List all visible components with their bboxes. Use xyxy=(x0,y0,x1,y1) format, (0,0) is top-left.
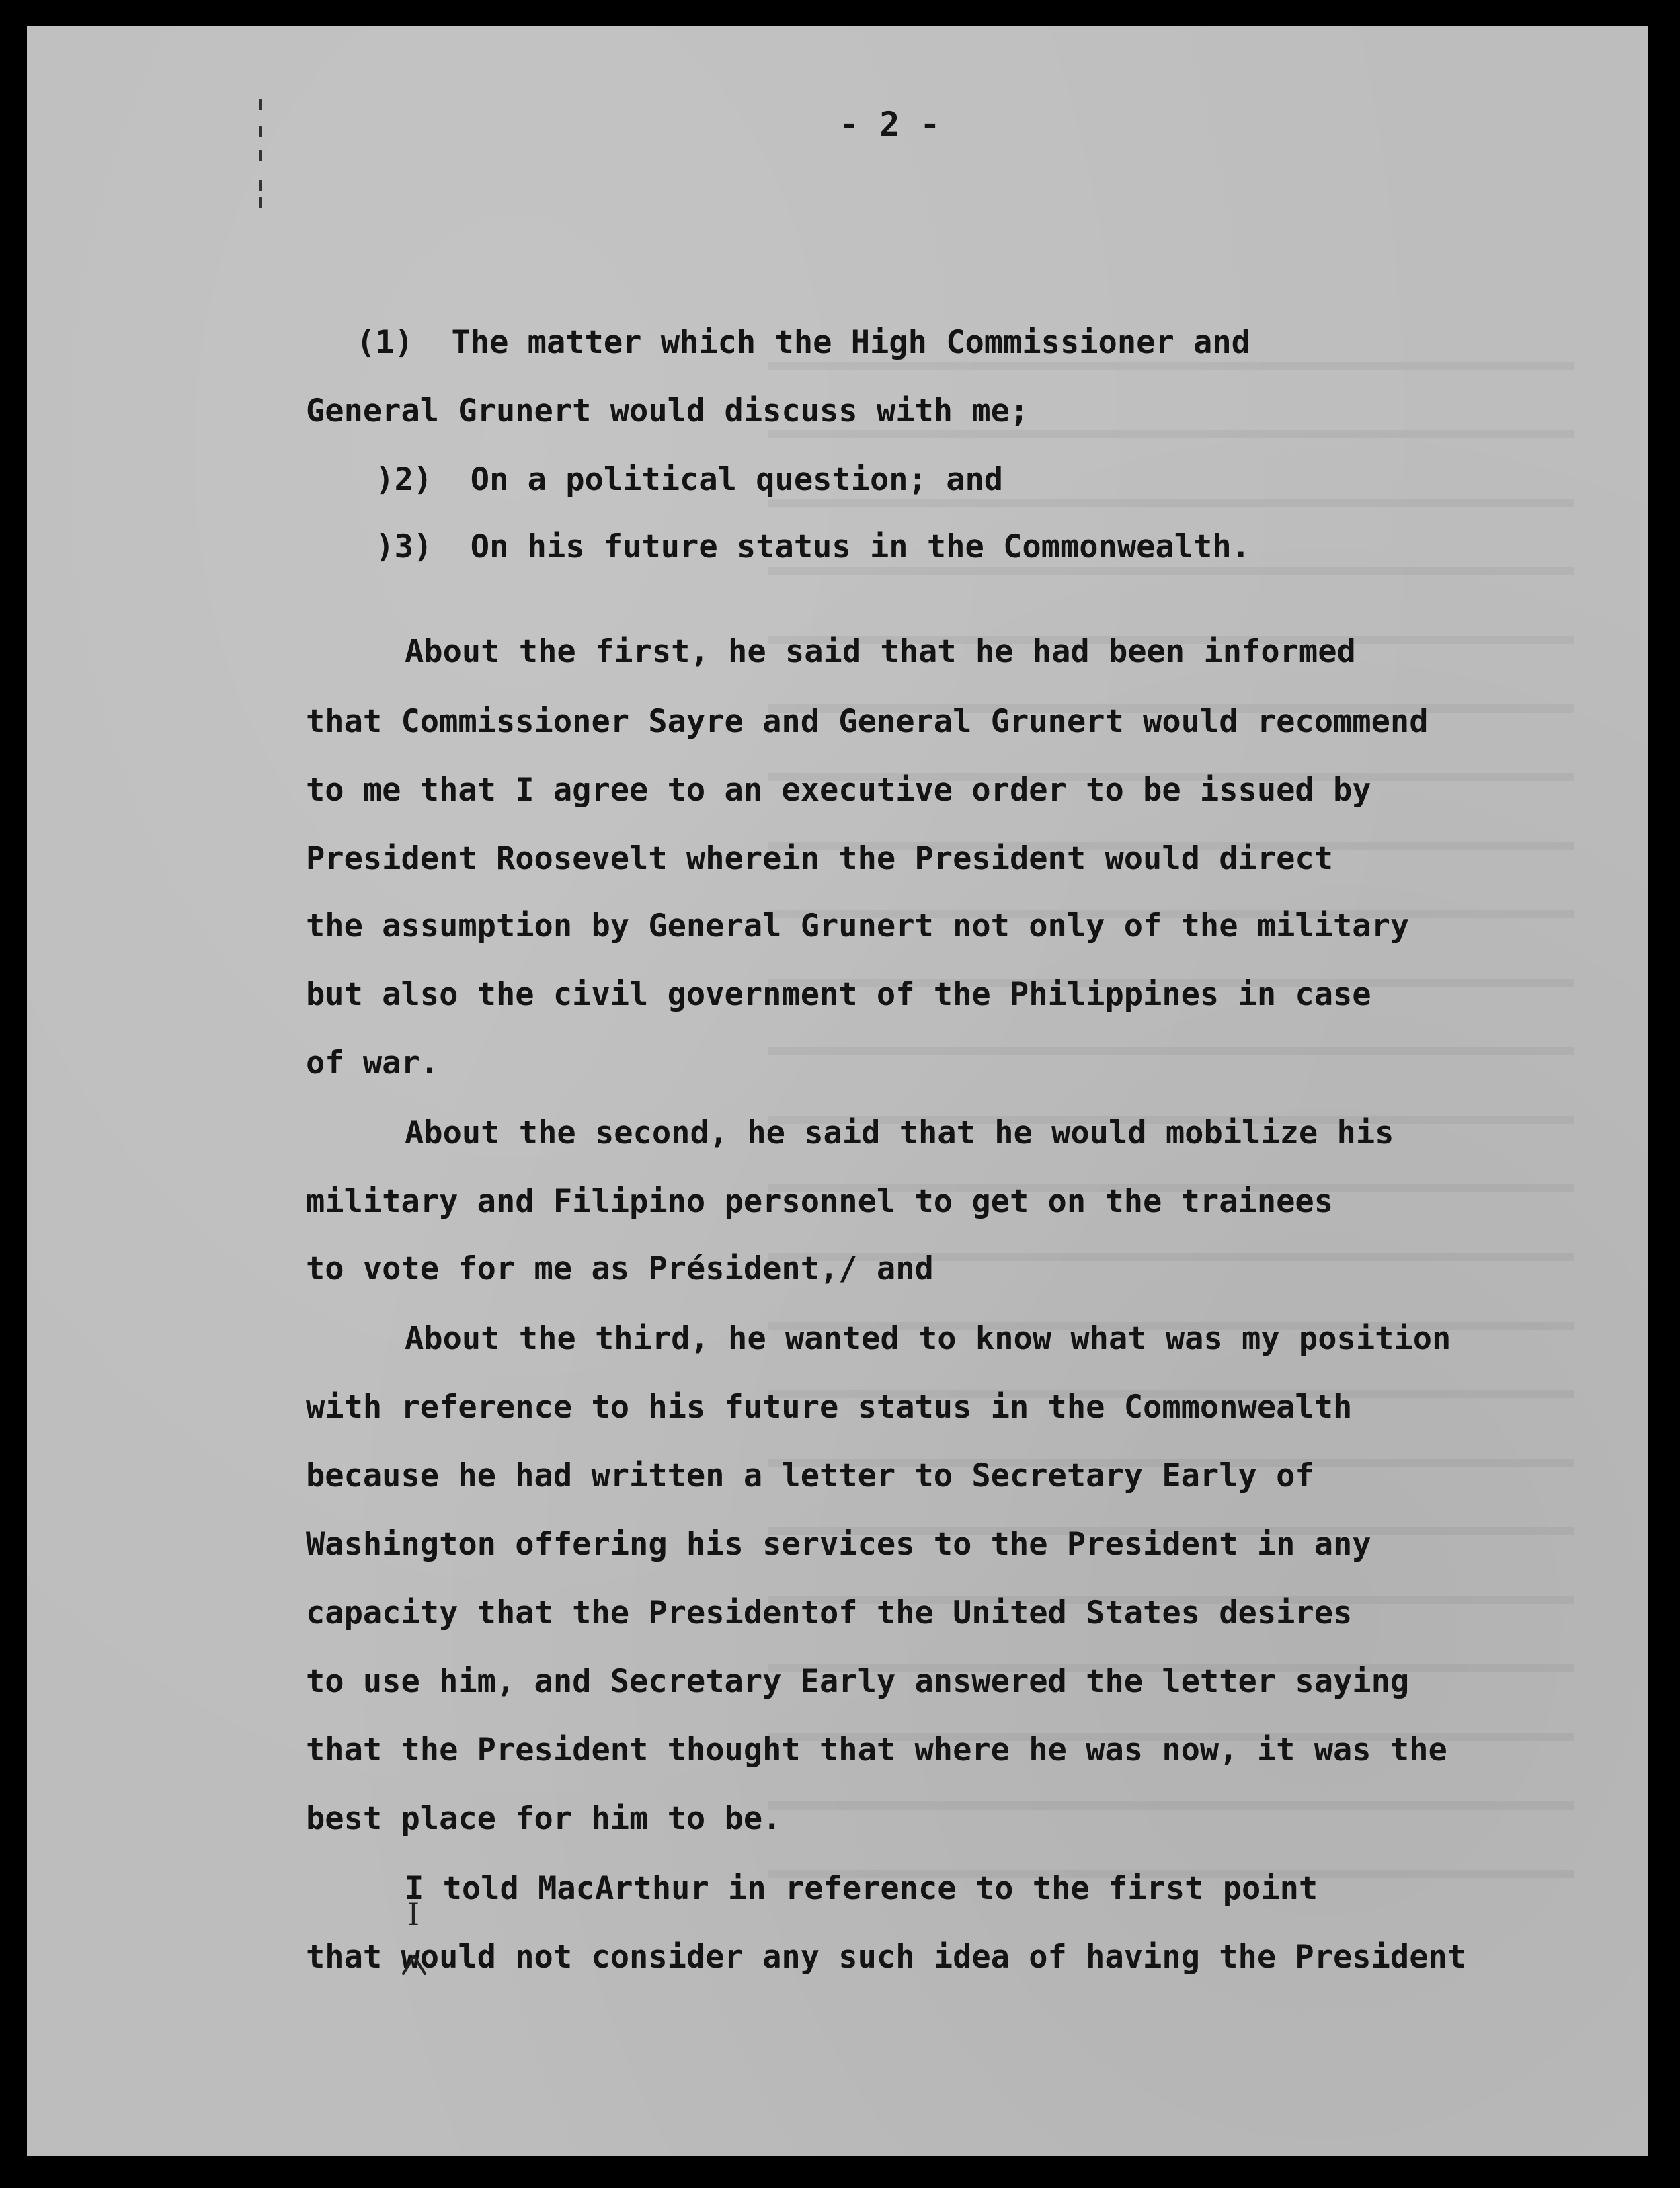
text-line-6: that Commissioner Sayre and General Grunert would recommend xyxy=(306,703,1429,740)
handwritten-insert-letter: I xyxy=(407,1896,420,1933)
text-line-18: Washington offering his services to the President in any xyxy=(306,1526,1371,1563)
text-line-17: because he had written a letter to Secretary Early of xyxy=(306,1457,1314,1494)
text-line-5: About the first, he said that he had been informed xyxy=(405,633,1356,670)
text-line-23: I told MacArthur in reference to the first point xyxy=(405,1870,1318,1907)
text-line-15: About the third, he wanted to know what was my position xyxy=(405,1320,1451,1357)
text-line-7: to me that I agree to an executive order to be issued by xyxy=(306,772,1371,809)
text-line-3: )2) On a political question; and xyxy=(356,461,1004,498)
text-line-20: to use him, and Secretary Early answered the letter saying xyxy=(306,1663,1410,1700)
text-line-11: of war. xyxy=(306,1045,440,1082)
text-line-21: that the President thought that where he was now, it was the xyxy=(306,1732,1447,1769)
text-line-13: military and Filipino personnel to get on the trainees xyxy=(306,1183,1334,1220)
handwritten-caret-insert xyxy=(395,1894,436,1982)
text-line-22: best place for him to be. xyxy=(306,1800,782,1837)
text-line-1: (1) The matter which the High Commissioner and xyxy=(356,324,1250,361)
text-line-12: About the second, he said that he would mobilize his xyxy=(405,1115,1394,1151)
punch-marks xyxy=(259,93,279,227)
text-line-2: General Grunert would discuss with me; xyxy=(306,393,1029,430)
text-line-19: capacity that the Presidentof the United States desires xyxy=(306,1594,1353,1631)
document-page xyxy=(27,26,1648,2156)
text-line-24: that would not consider any such idea of having the President xyxy=(306,1939,1467,1976)
text-line-9: the assumption by General Grunert not only of the military xyxy=(306,907,1410,944)
text-line-8: President Roosevelt wherein the President would direct xyxy=(306,840,1334,877)
text-line-16: with reference to his future status in the Commonwealth xyxy=(306,1389,1353,1426)
page-number: - 2 - xyxy=(839,105,941,144)
text-line-10: but also the civil government of the Philippines in case xyxy=(306,976,1371,1013)
text-line-14: to vote for me as Président,/ and xyxy=(306,1250,934,1287)
text-line-4: )3) On his future status in the Commonwealth. xyxy=(356,528,1250,565)
